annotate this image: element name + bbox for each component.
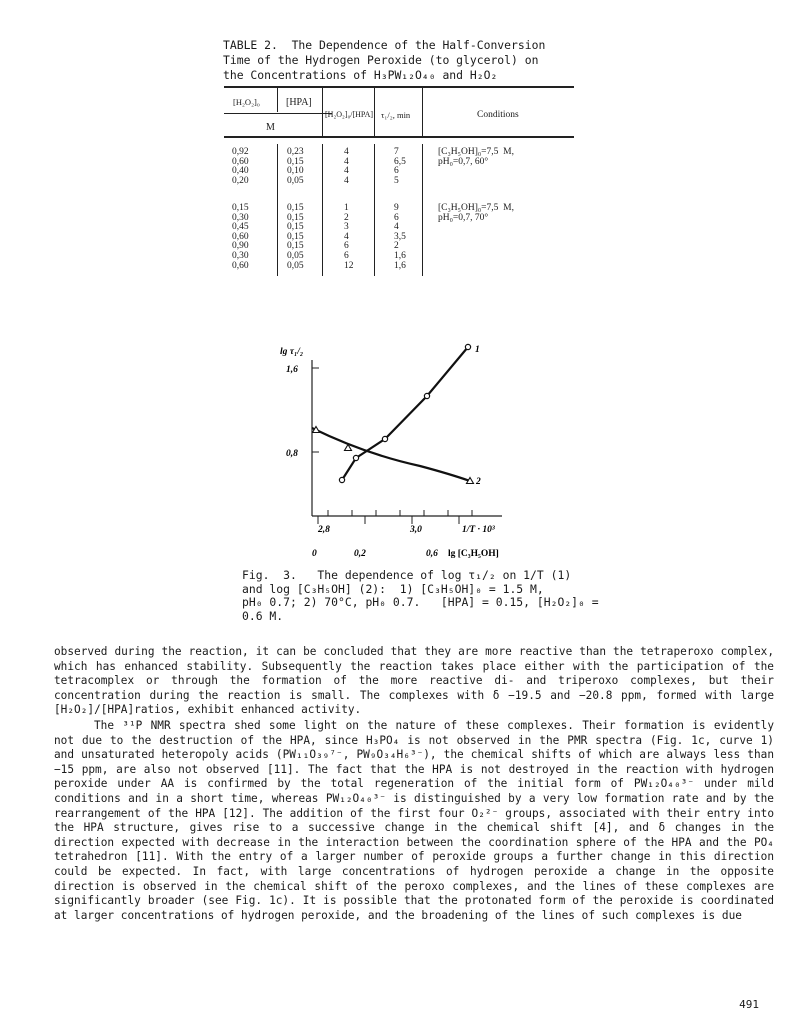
x-bottom-tick-label: 0,6 [426, 549, 438, 559]
curve-1-label: 1 [475, 345, 480, 355]
table-cell-h2o2: 0,40 [232, 166, 249, 177]
table-cell-h2o2: 0,60 [232, 260, 249, 271]
table-cell-h2o2: 0,45 [232, 222, 249, 233]
table-cell-hpa: 0,15 [287, 231, 304, 242]
figure-caption-line: Fig. 3. The dependence of log τ₁/₂ on 1/T (1) [242, 568, 572, 582]
data-table [224, 86, 574, 276]
header-tau: τ₁/₂, min [381, 110, 411, 120]
table-cell-tau: 1,6 [394, 260, 406, 271]
table-cell-h2o2: 0,60 [232, 231, 249, 242]
table-cell-conditions: [C₃H₅OH]₀=7,5 M, [438, 147, 514, 157]
table-cell-h2o2: 0,92 [232, 147, 249, 157]
table-cell-tau: 9 [394, 203, 399, 213]
table-cell-tau: 6 [394, 212, 399, 223]
table-cell-ratio: 4 [344, 175, 349, 186]
table-cell-ratio: 4 [344, 156, 349, 167]
curve-2-label: 2 [476, 477, 481, 487]
table-vline [322, 144, 323, 276]
table-cell-h2o2: 0,15 [232, 203, 249, 213]
table-cell-h2o2: 0,60 [232, 156, 249, 167]
table-cell-tau: 5 [394, 175, 399, 186]
figure-caption [242, 569, 602, 623]
table-cell-conditions: pH₀=0,7, 60° [438, 156, 489, 167]
header-hpa: [HPA] [286, 97, 312, 108]
paragraph: observed during the reaction, it can be concluded that they are more reactive than the tetraperoxo complex, which has enhanced stability. Subsequently the reaction takes place either with the participation of the tetracomplex or through the formation of the more reactive di- and triperoxo complexes, but their concentration during the reaction is small. The complexes with δ −19.5 and −20.8 ppm, formed with large [H₂O₂]/[HPA]ratios, exhibit enhanced activity. [54, 645, 774, 717]
x-bottom-tick-label: 0 [312, 549, 317, 559]
table-caption-line: the Concentrations of H₃PW₁₂O₄₀ and H₂O₂ [223, 68, 498, 82]
table-caption-line: TABLE 2. The Dependence of the Half-Conversion [223, 38, 546, 52]
table-cell-ratio: 12 [344, 260, 354, 271]
table-cell-ratio: 4 [344, 231, 349, 242]
curve-1-point [353, 455, 358, 460]
table-cell-tau: 1,6 [394, 251, 406, 261]
table-cell-hpa: 0,05 [287, 175, 304, 186]
table-caption [223, 38, 583, 83]
figure-caption-line: 0.6 M. [242, 608, 284, 623]
table-cell-hpa: 0,05 [287, 251, 304, 261]
header-conditions: Conditions [477, 110, 519, 120]
figure-3 [270, 338, 540, 566]
table-header-rule [224, 136, 574, 138]
table-vline [322, 88, 323, 136]
x-bottom-tick-label: 0,2 [354, 549, 366, 559]
table-cell-ratio: 4 [344, 166, 349, 177]
table-cell-hpa: 0,15 [287, 222, 304, 233]
table-cell-hpa: 0,15 [287, 203, 304, 213]
table-vline [374, 144, 375, 276]
x-top-tick-label: 3,0 [410, 525, 422, 535]
header-h2o2: [H₂O₂]₀ [233, 97, 260, 107]
table-cell-tau: 7 [394, 147, 399, 157]
table-vline [277, 88, 278, 112]
table-cell-tau: 6 [394, 166, 399, 177]
paragraph: The ³¹P NMR spectra shed some light on the nature of these complexes. Their formation is evidently not due to the destruction of the HPA, since H₃PO₄ is not observed in the PMR spectra (Fig. 1c, curve 1) and unsaturated heteropoly acids (PW₁₁O₃₉⁷⁻, PW₉O₃₄H₆³⁻), the chemical shifts of which are always less than −15 ppm, are also not observed [11]. The fact that the HPA is not destroyed in the reaction with hydrogen peroxide under AA is confirmed by the total regeneration of the initial form of PW₁₂O₄₀³⁻ under mild conditions and in a short time, whereas PW₁₂O₄₀³⁻ is distinguished by a very low formation rate and by the rearrangement of the HPA [12]. The addition of the first four O₂²⁻ groups, associated with their entry into the HPA structure, gives rise to a successive change in the chemical shift [4], and δ changes in the direction expected with decrease in the interaction between the coordination sphere of the HPA and the PO₄ tetrahedron [11]. With the entry of a larger number of peroxide groups a further change in this direction could be expected. In fact, with large concentrations of hydrogen peroxide a change in the opposite direction is observed in the chemical shift of the peroxo complexes, and the lines of these complexes are significantly broader (see Fig. 1c). It is possible that the protonated form of the peroxide is coordinated at larger concentrations of hydrogen peroxide, and the broadening of the lines of such complexes is due [54, 718, 774, 922]
table-cell-h2o2: 0,90 [232, 241, 249, 252]
table-cell-hpa: 0,15 [287, 241, 304, 252]
table-cell-hpa: 0,15 [287, 156, 304, 167]
table-cell-tau: 3,5 [394, 231, 406, 242]
figure-caption-line: pH₀ 0.7; 2) 70°C, pH₀ 0.7. [HPA] = 0.15, [H₂O₂]₀ = [242, 595, 599, 609]
body-text [54, 645, 774, 923]
table-unit-rule [224, 113, 332, 114]
table-cell-tau: 4 [394, 222, 399, 233]
table-cell-conditions: pH₀=0,7, 70° [438, 212, 489, 223]
figure-plot [270, 338, 540, 566]
table-cell-h2o2: 0,30 [232, 212, 249, 223]
curve-1-point [465, 344, 470, 349]
table-caption-line: Time of the Hydrogen Peroxide (to glycerol) on [223, 53, 539, 67]
table-vline [422, 144, 423, 276]
table-cell-conditions: [C₃H₅OH]₀=7,5 M, [438, 203, 514, 213]
table-cell-ratio: 4 [344, 147, 349, 157]
table-cell-hpa: 0,10 [287, 166, 304, 177]
table-vline [277, 144, 278, 276]
table-cell-hpa: 0,05 [287, 260, 304, 271]
page-number: 491 [739, 998, 759, 1011]
table-cell-ratio: 1 [344, 203, 349, 213]
x-bottom-axis-label: lg [C₃H₅OH] [448, 549, 499, 559]
y-axis-label: lg τ₁/₂ [280, 347, 304, 357]
table-cell-hpa: 0,23 [287, 147, 304, 157]
table-cell-h2o2: 0,20 [232, 175, 249, 186]
table-cell-ratio: 6 [344, 251, 349, 261]
table-cell-ratio: 6 [344, 241, 349, 252]
figure-caption-line: and log [C₃H₅OH] (2): 1) [C₃H₅OH]₀ = 1.5 M, [242, 581, 544, 596]
x-top-axis-label: 1/T · 10³ [462, 525, 495, 535]
table-cell-h2o2: 0,30 [232, 251, 249, 261]
table-vline [374, 88, 375, 136]
table-vline [422, 88, 423, 136]
table-cell-hpa: 0,15 [287, 212, 304, 223]
x-top-tick-label: 2,8 [318, 525, 330, 535]
curve-1-point [382, 436, 387, 441]
curve-1-point [424, 393, 429, 398]
curve-2 [312, 428, 470, 481]
y-tick-label: 0,8 [286, 449, 298, 459]
curve-1 [342, 347, 468, 480]
curve-1-point [339, 477, 344, 482]
table-cell-ratio: 3 [344, 222, 349, 233]
table-cell-tau: 6,5 [394, 156, 406, 167]
table-cell-tau: 2 [394, 241, 399, 252]
header-unit: M [266, 122, 275, 133]
y-tick-label: 1,6 [286, 365, 298, 375]
table-cell-ratio: 2 [344, 212, 349, 223]
header-ratio: [H₂O₂]₀/[HPA] [325, 110, 374, 119]
